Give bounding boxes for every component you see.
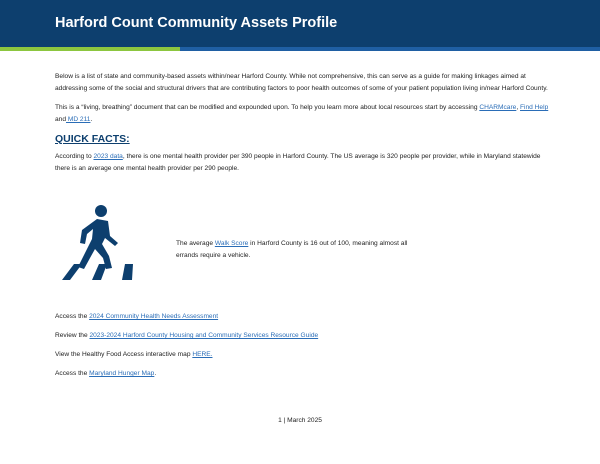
blue-accent-stripe xyxy=(180,47,600,51)
2023-data-link[interactable]: 2023 data xyxy=(93,153,123,160)
walk-prefix: The average xyxy=(176,240,215,247)
period-text: . xyxy=(90,115,93,123)
resource-guide-link[interactable]: 2023-2024 Harford County Housing and Community Services Resource Guide xyxy=(89,332,319,339)
mental-health-fact xyxy=(55,151,555,174)
find-help-link[interactable]: Find Help xyxy=(520,104,549,111)
pedestrian-crossing-icon xyxy=(52,200,144,282)
resource-guide-line xyxy=(55,332,318,339)
chna-line xyxy=(55,313,218,320)
chna-link[interactable]: 2024 Community Health Needs Assessment xyxy=(89,313,219,320)
and-text: and xyxy=(55,115,67,123)
green-accent-stripe xyxy=(0,47,180,51)
hunger-map-line xyxy=(55,370,156,377)
md-211-link[interactable]: MD 211 xyxy=(66,115,91,123)
hunger-end: . xyxy=(154,370,157,377)
food-access-line xyxy=(55,351,212,358)
walk-text: in Harford County is 16 out of 100, meaning almost all errands require a vehicle. xyxy=(176,240,408,259)
separator-text: , xyxy=(516,104,521,111)
main-content xyxy=(55,71,555,174)
intro-paragraph: Below is a list of state and community-based assets within/near Harford County. While not comprehensive, this can serve as a guide for making linkages aimed at addressing some of the social and structural drivers that are contributing factors to poor health outcomes of some of your patient population living in/near Harford County. xyxy=(55,73,548,92)
hunger-prefix: Access the xyxy=(55,370,90,377)
fact-prefix: According to xyxy=(55,153,94,160)
page-title: Harford Count Community Assets Profile xyxy=(55,15,338,31)
charmcare-link[interactable]: CHARMcare xyxy=(479,104,517,111)
page-footer: 1 | March 2025 xyxy=(278,417,322,424)
food-access-map-link[interactable]: HERE. xyxy=(192,351,213,358)
resources-paragraph xyxy=(55,102,555,125)
chna-prefix: Access the xyxy=(55,313,90,320)
quick-facts-heading: QUICK FACTS: xyxy=(55,133,130,145)
food-prefix: View the Healthy Food Access interactive map xyxy=(55,351,193,358)
resources-text: This is a “living, breathing” document that can be modified and expounded upon. To help you learn more about local resources start by accessing xyxy=(55,104,480,111)
fact-text: , there is one mental health provider per 390 people in Harford County. The US average is 320 people per provider, while in Maryland statewide there is an average one mental health provider per 290 people. xyxy=(55,153,541,172)
walk-score-fact xyxy=(176,238,416,261)
hunger-map-link[interactable]: Maryland Hunger Map xyxy=(89,370,155,377)
header-banner xyxy=(0,0,600,47)
guide-prefix: Review the xyxy=(55,332,90,339)
walk-score-link[interactable]: Walk Score xyxy=(214,240,249,247)
